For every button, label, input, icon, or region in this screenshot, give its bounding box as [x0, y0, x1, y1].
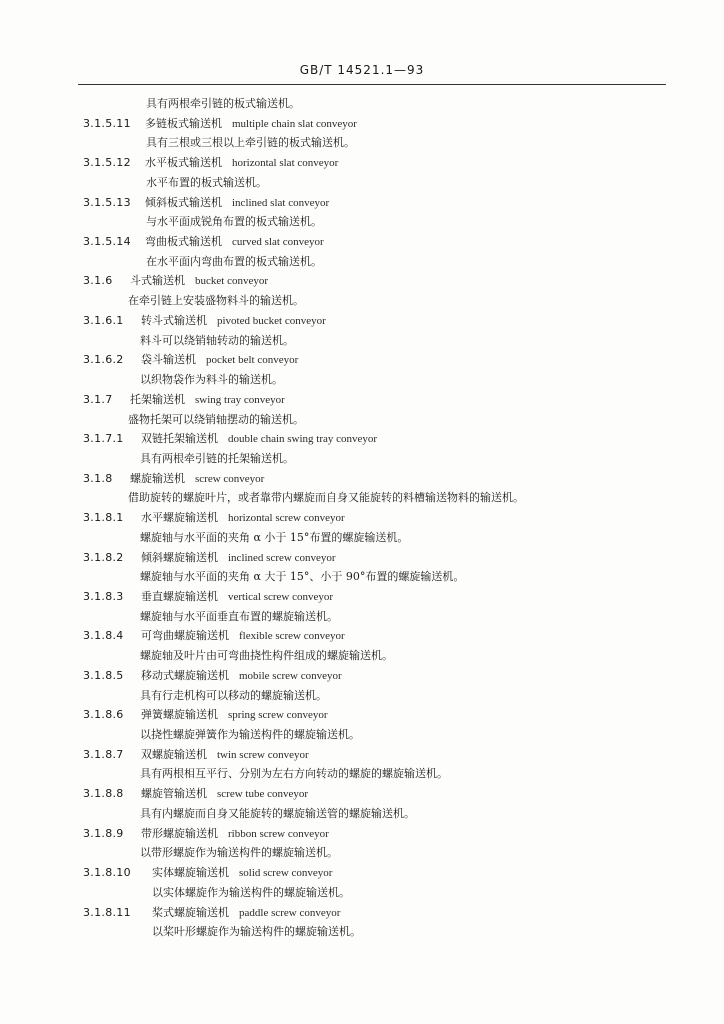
term-heading — [141, 827, 329, 841]
term-english: pivoted bucket conveyor — [217, 315, 326, 327]
term-chinese: 斗式输送机 — [130, 274, 185, 287]
term-number: 3.1.8.7 — [83, 748, 124, 761]
term-definition: 螺旋轴与水平面的夹角 α 小于 15°布置的螺旋输送机。 — [140, 531, 409, 544]
term-definition: 借助旋转的螺旋叶片，或者靠带内螺旋而自身又能旋转的料槽输送物料的输送机。 — [128, 491, 524, 504]
term-number: 3.1.5.12 — [83, 156, 131, 169]
term-heading — [130, 472, 264, 486]
term-heading — [141, 353, 298, 367]
term-definition: 具有两根牵引链的托架输送机。 — [140, 452, 294, 465]
term-chinese: 倾斜螺旋输送机 — [141, 551, 218, 564]
term-number: 3.1.5.11 — [83, 117, 131, 130]
term-number: 3.1.5.14 — [83, 235, 131, 248]
term-english: pocket belt conveyor — [206, 354, 299, 366]
term-number: 3.1.6.2 — [83, 353, 124, 366]
term-chinese: 带形螺旋输送机 — [141, 827, 218, 840]
term-definition: 具有行走机构可以移动的螺旋输送机。 — [140, 689, 327, 702]
term-definition: 具有两根相互平行、分别为左右方向转动的螺旋的螺旋输送机。 — [140, 767, 448, 780]
term-english: mobile screw conveyor — [239, 670, 342, 682]
term-definition: 与水平面成锐角布置的板式输送机。 — [146, 215, 322, 228]
term-number: 3.1.8.8 — [83, 787, 124, 800]
term-definition: 以带形螺旋作为输送构件的螺旋输送机。 — [140, 846, 338, 859]
term-number: 3.1.8.11 — [83, 906, 131, 919]
term-chinese: 多链板式输送机 — [145, 117, 222, 130]
term-chinese: 螺旋管输送机 — [141, 787, 207, 800]
term-number: 3.1.8.3 — [83, 590, 124, 603]
term-heading — [141, 511, 345, 525]
term-definition: 具有内螺旋而自身又能旋转的螺旋输送管的螺旋输送机。 — [140, 807, 415, 820]
term-english: swing tray conveyor — [195, 394, 285, 406]
term-english: paddle screw conveyor — [239, 907, 341, 919]
term-definition: 螺旋轴与水平面的夹角 α 大于 15°、小于 90°布置的螺旋输送机。 — [140, 570, 465, 583]
term-definition: 以桨叶形螺旋作为输送构件的螺旋输送机。 — [152, 925, 361, 938]
term-english: screw tube conveyor — [217, 788, 309, 800]
term-chinese: 双螺旋输送机 — [141, 748, 207, 761]
term-heading — [141, 590, 333, 604]
term-english: horizontal screw conveyor — [228, 512, 345, 524]
term-definition: 螺旋轴与水平面垂直布置的螺旋输送机。 — [140, 610, 338, 623]
term-chinese: 可弯曲螺旋输送机 — [141, 629, 229, 642]
term-heading — [145, 156, 338, 170]
term-chinese: 螺旋输送机 — [130, 472, 185, 485]
term-number: 3.1.7.1 — [83, 432, 124, 445]
term-definition: 盛物托架可以绕销轴摆动的输送机。 — [128, 413, 304, 426]
term-number: 3.1.8 — [83, 472, 113, 485]
term-heading — [141, 708, 328, 722]
term-chinese: 弹簧螺旋输送机 — [141, 708, 218, 721]
term-chinese: 袋斗输送机 — [141, 353, 196, 366]
term-chinese: 水平螺旋输送机 — [141, 511, 218, 524]
term-english: double chain swing tray conveyor — [228, 433, 378, 445]
term-chinese: 水平板式输送机 — [145, 156, 222, 169]
term-english: bucket conveyor — [195, 275, 268, 287]
term-heading — [152, 866, 332, 880]
term-definition: 具有两根牵引链的板式输送机。 — [146, 97, 300, 110]
term-english: solid screw conveyor — [239, 867, 333, 879]
term-definition: 螺旋轴及叶片由可弯曲挠性构件组成的螺旋输送机。 — [140, 649, 393, 662]
term-english: screw conveyor — [195, 473, 265, 485]
term-english: curved slat conveyor — [232, 236, 324, 248]
term-number: 3.1.7 — [83, 393, 113, 406]
header-rule — [78, 84, 666, 85]
term-english: inclined slat conveyor — [232, 197, 330, 209]
term-definition: 以织物袋作为料斗的输送机。 — [140, 373, 283, 386]
term-chinese: 桨式螺旋输送机 — [152, 906, 229, 919]
term-number: 3.1.6.1 — [83, 314, 124, 327]
term-english: spring screw conveyor — [228, 709, 328, 721]
term-heading — [141, 787, 308, 801]
term-definition: 以挠性螺旋弹簧作为输送构件的螺旋输送机。 — [140, 728, 360, 741]
term-number: 3.1.8.2 — [83, 551, 124, 564]
term-heading — [145, 196, 329, 210]
term-definition: 在水平面内弯曲布置的板式输送机。 — [146, 255, 322, 268]
term-heading — [141, 551, 336, 565]
term-number: 3.1.8.6 — [83, 708, 124, 721]
term-chinese: 转斗式输送机 — [141, 314, 207, 327]
term-heading — [130, 274, 268, 288]
term-number: 3.1.6 — [83, 274, 113, 287]
term-definition: 以实体螺旋作为输送构件的螺旋输送机。 — [152, 886, 350, 899]
term-heading — [145, 235, 324, 249]
term-english: horizontal slat conveyor — [232, 157, 339, 169]
term-chinese: 移动式螺旋输送机 — [141, 669, 229, 682]
term-heading — [145, 117, 357, 131]
term-number: 3.1.8.4 — [83, 629, 124, 642]
term-heading — [141, 629, 345, 643]
term-heading — [141, 432, 377, 446]
term-english: ribbon screw conveyor — [228, 828, 329, 840]
term-english: flexible screw conveyor — [239, 630, 345, 642]
term-definition: 水平布置的板式输送机。 — [146, 176, 267, 189]
term-chinese: 双链托架输送机 — [141, 432, 218, 445]
term-chinese: 弯曲板式输送机 — [145, 235, 222, 248]
term-english: twin screw conveyor — [217, 749, 309, 761]
term-number: 3.1.5.13 — [83, 196, 131, 209]
term-heading — [152, 906, 340, 920]
term-chinese: 倾斜板式输送机 — [145, 196, 222, 209]
term-definition: 在牵引链上安装盛物料斗的输送机。 — [128, 294, 304, 307]
term-heading — [141, 669, 342, 683]
term-english: multiple chain slat conveyor — [232, 118, 357, 130]
term-number: 3.1.8.5 — [83, 669, 124, 682]
page-header: GB/T 14521.1—93 — [299, 63, 425, 77]
term-number: 3.1.8.9 — [83, 827, 124, 840]
term-chinese: 托架输送机 — [130, 393, 185, 406]
term-definition: 料斗可以绕销轴转动的输送机。 — [140, 334, 294, 347]
term-number: 3.1.8.10 — [83, 866, 131, 879]
term-english: inclined screw conveyor — [228, 552, 336, 564]
term-chinese: 垂直螺旋输送机 — [141, 590, 218, 603]
term-english: vertical screw conveyor — [228, 591, 334, 603]
term-heading — [130, 393, 285, 407]
term-definition: 具有三根或三根以上牵引链的板式输送机。 — [146, 136, 355, 149]
term-heading — [141, 748, 309, 762]
term-chinese: 实体螺旋输送机 — [152, 866, 229, 879]
term-heading — [141, 314, 326, 328]
term-number: 3.1.8.1 — [83, 511, 124, 524]
